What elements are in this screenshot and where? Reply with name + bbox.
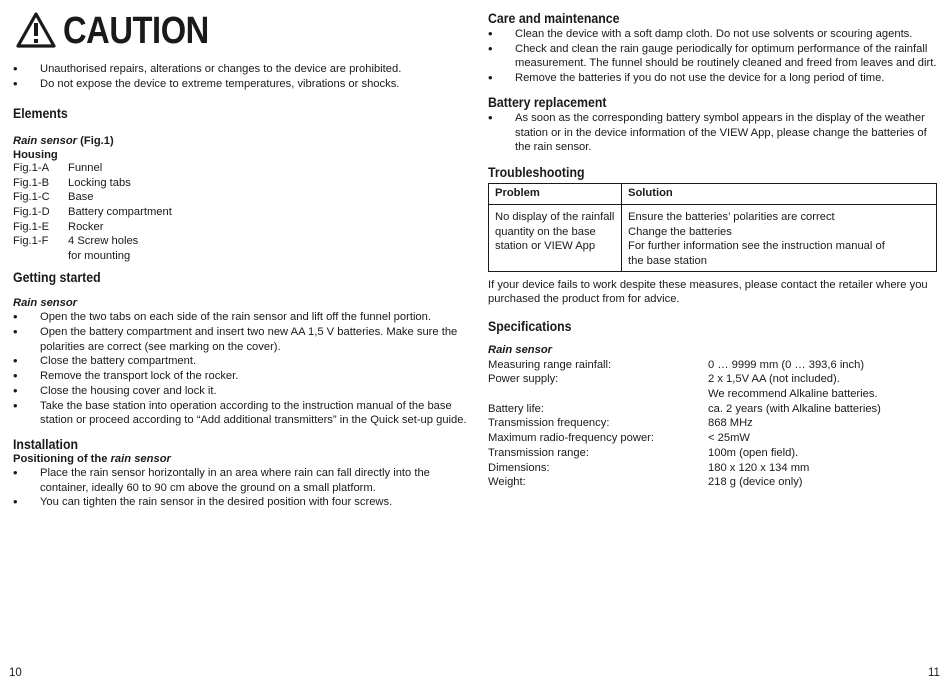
care-list — [488, 27, 938, 86]
spec-row — [488, 416, 938, 431]
spec-key: Weight: — [488, 476, 526, 489]
fig-row — [13, 249, 468, 264]
table-header-row — [489, 183, 937, 204]
spec-key: Measuring range rainfall: — [488, 358, 612, 371]
caution-item: • Do not expose the device to extreme temperatures, vibrations or shocks. — [13, 77, 468, 92]
care-item: • Clean the device with a soft damp cloth. Do not use solvents or scouring agents. — [488, 27, 938, 42]
fig-row — [13, 234, 468, 249]
care-item: • Check and clean the rain gauge periodically for optimum performance of the rainfall measurement. The funnel should be routinely cleaned and freed from leaves and dirt. — [488, 42, 938, 71]
installation-item: • You can tighten the rain sensor in the desired position with four screws. — [13, 495, 468, 510]
installation-heading: Installation — [13, 436, 79, 452]
getting-started-list — [13, 310, 468, 428]
left-page — [13, 0, 468, 510]
problem-cell — [489, 204, 622, 271]
solution-line: the base station — [628, 255, 707, 268]
spec-row — [488, 358, 938, 373]
getting-started-item: • Close the housing cover and lock it. — [13, 384, 468, 399]
installation-list — [13, 466, 468, 510]
page-number-right: 11 — [928, 667, 940, 679]
spec-row — [488, 372, 938, 387]
spec-value: 100m (open field). — [708, 446, 799, 459]
fig-row — [13, 190, 468, 205]
fig-code: Fig.1-D — [13, 206, 50, 219]
problem-line: quantity on the base — [495, 225, 596, 238]
fig-label: Base — [68, 191, 94, 204]
caution-title: CAUTION — [63, 10, 209, 52]
elements-subheading — [13, 134, 468, 149]
troubleshooting-note: If your device fails to work despite these measures, please contact the retailer where you purchased the product from for advice. — [488, 278, 928, 306]
spec-value: 218 g (device only) — [708, 476, 803, 489]
specs-subheading-text: Rain sensor — [488, 344, 553, 357]
spec-key: Dimensions: — [488, 461, 550, 474]
care-item: • Remove the batteries if you do not use the device for a long period of time. — [488, 71, 938, 86]
installation-subheading-pre: Positioning of the — [13, 452, 111, 465]
page-number-left: 10 — [9, 667, 22, 679]
spec-row — [488, 475, 938, 490]
solution-line: Change the batteries — [628, 225, 732, 238]
installation-subheading-it: rain sensor — [110, 452, 171, 465]
fig-label: Rocker — [68, 220, 104, 233]
spec-value: 0 … 9999 mm (0 … 393,6 inch) — [708, 358, 865, 371]
table-row — [489, 204, 937, 271]
fig-label: 4 Screw holes — [68, 235, 139, 248]
spec-value: 2 x 1,5V AA (not included). — [708, 373, 840, 386]
spec-value: 180 x 120 x 134 mm — [708, 461, 810, 474]
specs-heading: Specifications — [488, 319, 572, 335]
solution-cell — [622, 204, 937, 271]
spec-row — [488, 387, 938, 402]
spec-key: Maximum radio-frequency power: — [488, 432, 655, 445]
spec-key: Transmission frequency: — [488, 417, 610, 430]
battery-heading: Battery replacement — [488, 94, 607, 110]
solution-line: For further information see the instruction manual of — [628, 240, 885, 253]
care-heading: Care and maintenance — [488, 11, 620, 26]
col-solution-header: Solution — [622, 183, 937, 204]
fig-row — [13, 176, 468, 191]
getting-started-subheading — [13, 296, 468, 311]
fig-row — [13, 205, 468, 220]
caution-list — [13, 62, 468, 91]
fig-label: Locking tabs — [68, 176, 131, 189]
getting-started-item: • Remove the transport lock of the rocker. — [13, 369, 468, 384]
getting-started-item: • Take the base station into operation according to the instruction manual of the base station or proceed according to “Add additional transmitters” in the Quick set-up guide. — [13, 399, 468, 428]
fig-label: Battery compartment — [68, 206, 172, 219]
getting-started-item: • Open the battery compartment and insert two new AA 1,5 V batteries. Make sure the polarities are correct (see marking on the cover). — [13, 325, 468, 354]
getting-started-heading: Getting started — [13, 269, 101, 285]
right-page — [488, 0, 938, 490]
spec-key: Transmission range: — [488, 446, 589, 459]
battery-item: • As soon as the corresponding battery symbol appears in the display of the weather station or in the device information of the VIEW App, please change the batteries of the rain sensor. — [488, 111, 938, 155]
spec-row — [488, 402, 938, 417]
spec-row — [488, 431, 938, 446]
installation-item: • Place the rain sensor horizontally in an area where rain can fall directly into the container, ideally 60 to 90 cm above the ground on a small platform. — [13, 466, 468, 495]
spec-row — [488, 461, 938, 476]
fig-code: Fig.1-F — [13, 235, 49, 248]
fig-list — [13, 161, 468, 264]
fig-code: Fig.1-C — [13, 191, 50, 204]
spec-row — [488, 446, 938, 461]
spec-key: Battery life: — [488, 402, 544, 415]
getting-started-item: • Open the two tabs on each side of the rain sensor and lift off the funnel portion. — [13, 310, 468, 325]
troubleshooting-heading: Troubleshooting — [488, 164, 585, 180]
warning-icon — [16, 12, 56, 48]
troubleshooting-table — [488, 183, 937, 272]
fig-label: Funnel — [68, 161, 103, 174]
specs-list — [488, 358, 938, 490]
solution-line: Ensure the batteries’ polarities are correct — [628, 210, 835, 223]
problem-line: station or VIEW App — [495, 240, 596, 253]
fig-code: Fig.1-E — [13, 220, 50, 233]
col-problem-header: Problem — [489, 183, 622, 204]
elements-heading: Elements — [13, 106, 68, 122]
fig-code: Fig.1-A — [13, 161, 50, 174]
installation-subheading — [13, 453, 468, 466]
spec-value: < 25mW — [708, 432, 750, 445]
problem-line: No display of the rainfall — [495, 210, 615, 223]
caution-item: • Unauthorised repairs, alterations or changes to the device are prohibited. — [13, 62, 468, 77]
spec-key — [488, 387, 708, 402]
getting-started-item: • Close the battery compartment. — [13, 354, 468, 369]
fig-row — [13, 161, 468, 176]
spec-value: 868 MHz — [708, 417, 753, 430]
fig-code: Fig.1-B — [13, 176, 50, 189]
spec-value: We recommend Alkaline batteries. — [708, 388, 878, 401]
caution-header — [13, 0, 468, 62]
spec-value: ca. 2 years (with Alkaline batteries) — [708, 402, 881, 415]
elements-subheading-main: Rain sensor — [13, 135, 78, 148]
housing-label: Housing — [13, 148, 58, 161]
fig-label: for mounting — [68, 250, 131, 263]
battery-list — [488, 111, 938, 155]
elements-subheading-fig: (Fig.1) — [77, 135, 114, 148]
getting-started-subheading-text: Rain sensor — [13, 296, 78, 309]
specs-subheading — [488, 343, 938, 358]
fig-code — [13, 249, 68, 264]
fig-row — [13, 220, 468, 235]
spec-key: Power supply: — [488, 373, 559, 386]
